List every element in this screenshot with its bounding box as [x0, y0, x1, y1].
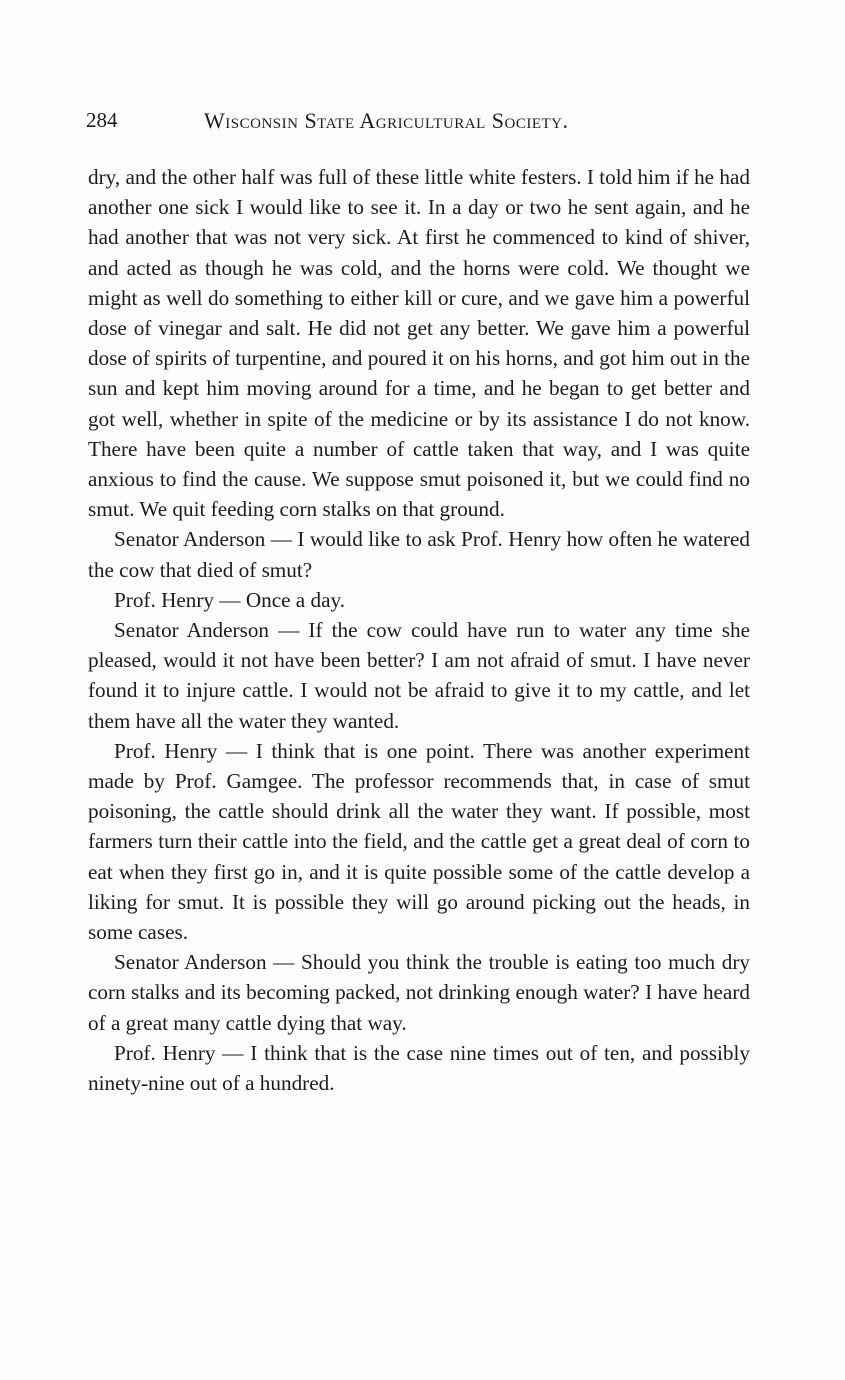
paragraph-3: [88, 585, 750, 615]
paragraph-6: [88, 947, 750, 1038]
page-number: 284: [86, 108, 118, 132]
paragraph-1: [88, 162, 750, 524]
speaker-name: Senator Anderson: [114, 950, 267, 975]
speaker-name: Prof. Henry: [114, 1040, 216, 1065]
paragraph-2: [88, 524, 750, 584]
paragraph-7: [88, 1038, 750, 1098]
body-text: [88, 162, 750, 1098]
speaker-name: Senator Anderson: [114, 618, 270, 643]
speaker-name: Prof. Henry: [114, 738, 218, 763]
paragraph-text: — I think that is the case nine times out of ten, and possibly ninety-nine out of a hundred.: [88, 1040, 750, 1096]
paragraph-4: [88, 615, 750, 736]
running-title: Wisconsin State Agricultural Society.: [204, 108, 569, 133]
paragraph-text: — Should you think the trouble is eating too much dry corn stalks and its becoming packed, not drinking enough water? I have heard of a great many cattle dying that way.: [88, 950, 750, 1035]
paragraph-text: — Once a day.: [214, 587, 346, 612]
paragraph-text: — If the cow could have run to water any time she pleased, would it not have been better? I am not afraid of smut. I have never found it to injure cattle. I would not be afraid to give it to my cattle, and let them have all the water they wanted.: [88, 618, 750, 733]
speaker-name: Prof. Henry: [114, 587, 215, 612]
paragraph-text: — I would like to ask Prof. Henry how often he watered the cow that died of smut?: [88, 527, 750, 582]
paragraph-text: — I think that is one point. There was another experiment made by Prof. Gamgee. The professor recommends that, in case of smut poisoning, the cattle should drink all the water they want. If possible, most farmers turn their cattle into the field, and the cattle get a great deal of corn to eat when they first go in, and it is quite possible some of the cattle develop a liking for smut. It is possible they will go around picking out the heads, in some cases.: [88, 738, 750, 945]
page-header: [86, 108, 766, 138]
paragraph-text: dry, and the other half was full of these little white festers. I told him if he had another one sick I would like to see it. In a day or two he sent again, and he had another that was not very sick. At first he commenced to kind of shiver, and acted as though he was cold, and the horns were cold. We thought we might as well do something to either kill or cure, and we gave him a powerful dose of vinegar and salt. He did not get any better. We gave him a powerful dose of spirits of turpentine, and poured it on his horns, and got him out in the sun and kept him moving around for a time, and he began to get better and got well, whether in spite of the medicine or by its assistance I do not know. There have been quite a number of cattle taken that way, and I was quite anxious to find the cause. We suppose smut poisoned it, but we could find no smut. We quit feeding corn stalks on that ground.: [88, 165, 750, 522]
speaker-name: Senator Anderson: [114, 527, 266, 552]
paragraph-5: [88, 736, 750, 947]
